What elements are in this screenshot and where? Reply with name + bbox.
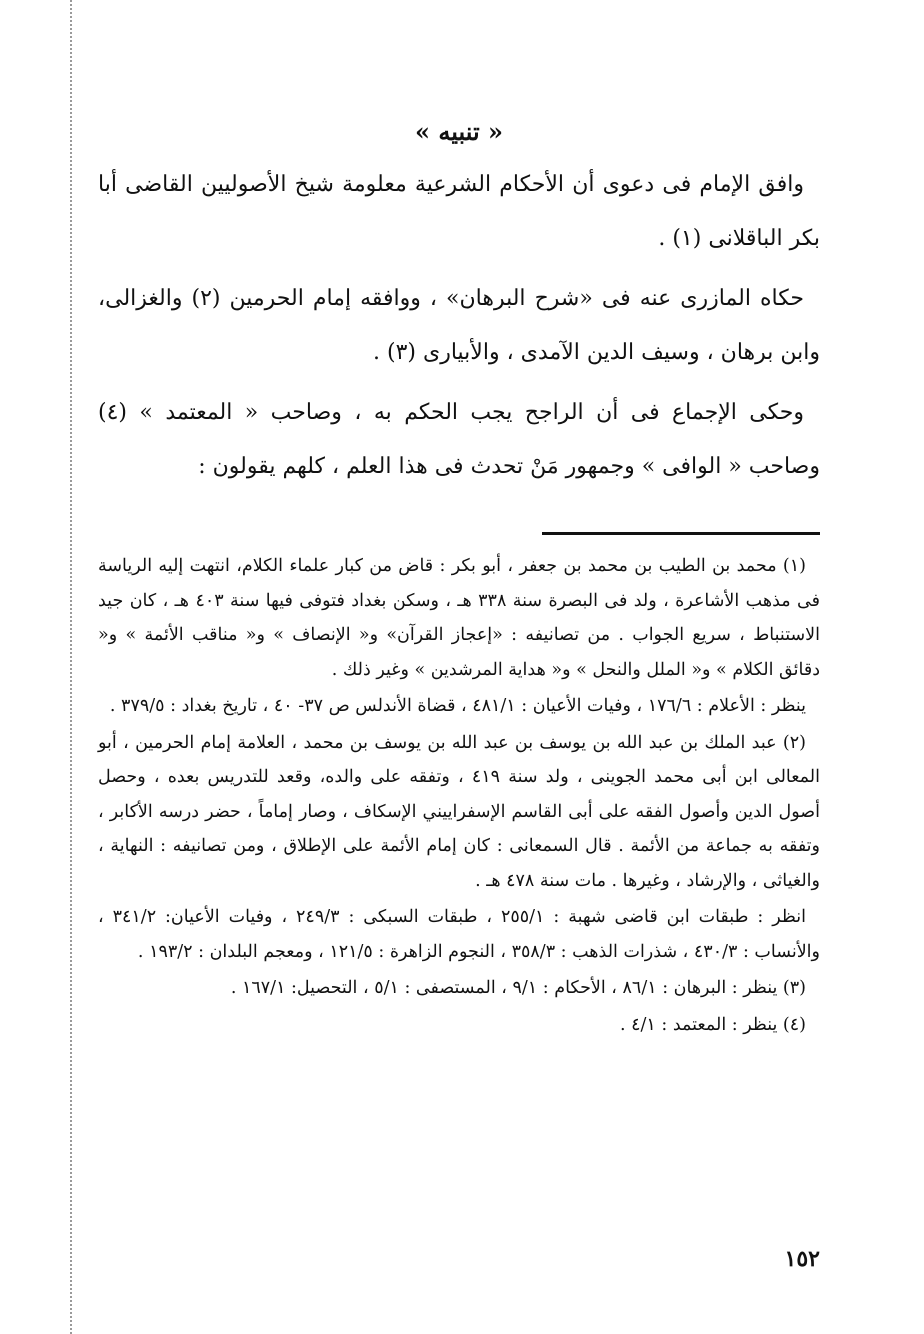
book-page [98,110,820,1042]
footnote-3: (٣) ينظر : البرهان : ٨٦/١ ، الأحكام : ٩/١ ، المستصفى : ٥/١ ، التحصيل: ١٦٧/١ . [230,978,806,998]
page-number: ١٥٢ [784,1246,820,1272]
footnote-2: (٢) عبد الملك بن عبد الله بن يوسف بن عبد الله بن يوسف بن محمد ، العلامة إمام الحرمين ، أبو المعالى ابن أبى محمد الجوينى ، ولد سنة ٤١٩ ، وتفقه على والده، وقعد للتدريس بعده ، وحصل أصول الدين وأصول الفقه على أبى القاسم الإسفراييني الإسكاف ، وصار إماماً ، حضر درسه الأكابر ، وتفقه به جماعة من الأئمة . قال السمعانى : كان إمام الأئمة على الإطلاق ، ومن تصانيفه : النهاية ، والغياثى ، والإرشاد ، وغيرها . مات سنة ٤٧٨ هـ . [98,732,820,891]
section-heading: « تنبيه » [415,117,503,146]
footnote-1-sources: ينظر : الأعلام : ١٧٦/٦ ، وفيات الأعيان : ٤٨١/١ ، قضاة الأندلس ص ٣٧- ٤٠ ، تاريخ بغداد : ٣٧٩/٥ . [109,696,806,716]
footnote-4: (٤) ينظر : المعتمد : ٤/١ . [619,1014,806,1035]
body-paragraph-1: وافق الإمام فى دعوى أن الأحكام الشرعية معلومة شيخ الأصوليين القاضى أبا بكر الباقلانى (١) . [98,172,820,251]
body-paragraph-2: حكاه المازرى عنه فى «شرح البرهان» ، ووافقه إمام الحرمين (٢) والغزالى، وابن برهان ، وسيف الدين الآمدى ، والأبيارى (٣) . [98,286,820,365]
footnote-2-sources: انظر : طبقات ابن قاضى شهبة : ٢٥٥/١ ، طبقات السبكى : ٢٤٩/٣ ، وفيات الأعيان: ٣٤١/٢ ، والأنساب : ٤٣٠/٣ ، شذرات الذهب : ٣٥٨/٣ ، النجوم الزاهرة : ١٢١/٥ ، ومعجم البلدان : ١٩٣/٢ . [98,907,820,962]
footnote-separator [542,532,820,535]
body-paragraph-3: وحكى الإجماع فى أن الراجح يجب الحكم به ، وصاحب « المعتمد » (٤) وصاحب « الوافى » وجمهور مَنْ تحدث فى هذا العلم ، كلهم يقولون : [98,400,820,479]
page-gutter-dotted-line [70,0,72,1334]
footnote-1: (١) محمد بن الطيب بن محمد بن جعفر ، أبو بكر : قاض من كبار علماء الكلام، انتهت إليه الرياسة فى مذهب الأشاعرة ، ولد فى البصرة سنة ٣٣٨ هـ ، وسكن بغداد فتوفى فيها سنة ٤٠٣ هـ ، كان جيد الاستنباط ، سريع الجواب . من تصانيفه : «إعجاز القرآن» و« الإنصاف » و« مناقب الأئمة » و« دقائق الكلام » و« الملل والنحل » و« هداية المرشدين » وغير ذلك . [98,556,820,680]
